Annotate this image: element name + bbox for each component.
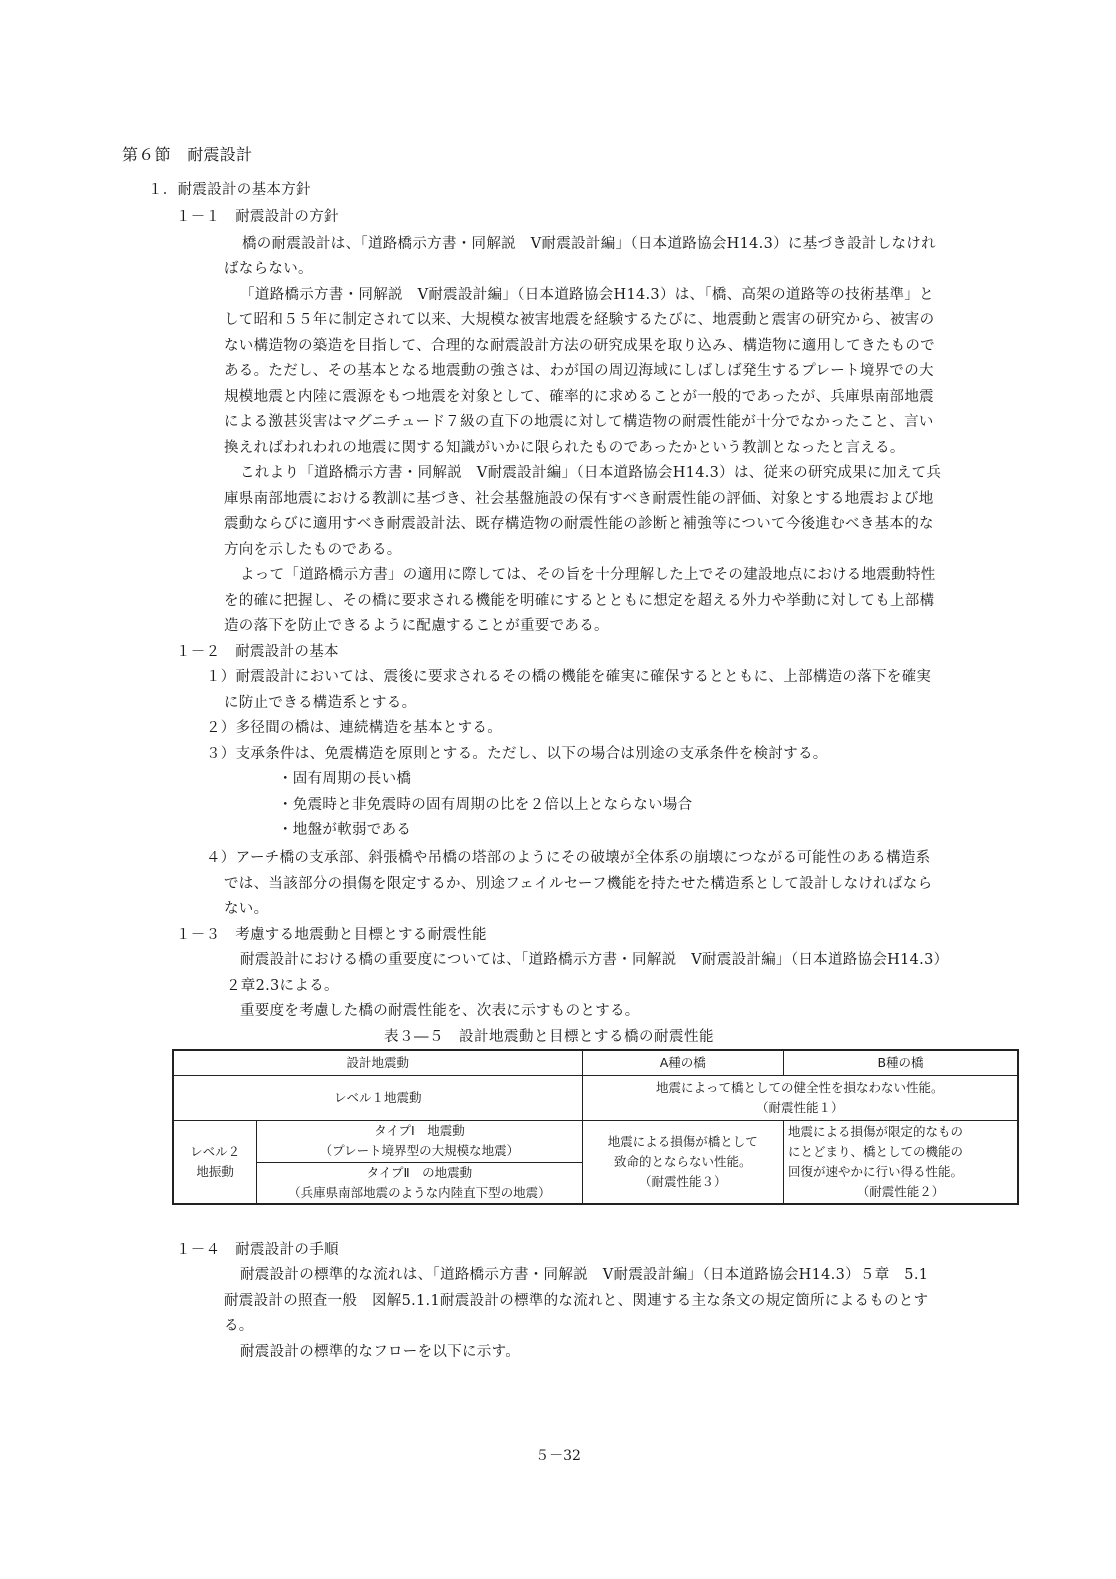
paragraph-line: 「道路橋示方書・同解説 Ⅴ耐震設計編」（日本道路協会H14.3）は、「橋、高架の道路等の技術基準」と bbox=[240, 287, 934, 303]
cell-line: 致命的とならない性能。 bbox=[614, 1153, 752, 1169]
table-cell bbox=[173, 1120, 257, 1204]
cell-line: （耐震性能２） bbox=[856, 1183, 945, 1199]
paragraph-line: 規模地震と内陸に震源をもつ地震を対象として、確率的に求めることが一般的であったが、兵庫県南部地震 bbox=[224, 389, 934, 405]
paragraph-line: 方向を示したものである。 bbox=[224, 542, 402, 558]
performance-table bbox=[172, 1049, 1019, 1205]
paragraph-line: して昭和５５年に制定されて以来、大規模な被害地震を経験するたびに、地震動と震害の研究から、被害の bbox=[224, 312, 935, 328]
list-item: ３）支承条件は、免震構造を原則とする。ただし、以下の場合は別途の支承条件を検討する。 bbox=[206, 746, 828, 762]
paragraph-line: ある。ただし、その基本となる地震動の強さは、わが国の周辺海域にしばしば発生するプレート境界での大 bbox=[224, 363, 934, 379]
paragraph-line: による激甚災害はマグニチュード７級の直下の地震に対して構造物の耐震性能が十分でなかったこと、言い bbox=[224, 414, 934, 430]
header-cell: A種の橋 bbox=[582, 1050, 784, 1075]
section-title: 第６節 耐震設計 bbox=[122, 145, 253, 164]
cell-line: （耐震性能３） bbox=[639, 1173, 727, 1189]
cell-line: 地振動 bbox=[196, 1163, 234, 1179]
paragraph-line: これより「道路橋示方書・同解説 Ⅴ耐震設計編」（日本道路協会H14.3）は、従来の研究成果に加えて兵 bbox=[240, 465, 942, 481]
table-cell bbox=[582, 1120, 784, 1204]
paragraph-line: 震動ならびに適用すべき耐震設計法、既存構造物の耐震性能の診断と補強等について今後進むべき基本的な bbox=[224, 516, 934, 532]
cell-line: レベル２ bbox=[190, 1143, 241, 1159]
paragraph-line: を的確に把握し、その橋に要求される機能を明確にするとともに想定を超える外力や挙動に対しても上部構 bbox=[224, 593, 935, 609]
paragraph-line: ２章2.3による。 bbox=[226, 978, 339, 994]
heading-1: １．耐震設計の基本方針 bbox=[148, 182, 311, 198]
page-number: ５－32 bbox=[535, 1448, 581, 1464]
table-header-row bbox=[173, 1050, 1018, 1075]
bullet-item: ・免震時と非免震時の固有周期の比を２倍以上とならない場合 bbox=[278, 797, 693, 813]
cell-line: タイプⅠ 地震動 bbox=[374, 1123, 465, 1138]
heading-1-4: １－４ 耐震設計の手順 bbox=[176, 1242, 339, 1258]
list-item: に防止できる構造系とする。 bbox=[224, 695, 417, 711]
paragraph-line: 耐震設計における橋の重要度については、「道路橋示方書・同解説 Ⅴ耐震設計編」（日本道路協会H14.3） bbox=[240, 952, 949, 968]
list-item: では、当該部分の損傷を限定するか、別途フェイルセーフ機能を持たせた構造系として設計しなければなら bbox=[224, 876, 933, 892]
cell-line: （プレート境界型の大規模な地震） bbox=[319, 1143, 520, 1158]
table-cell bbox=[257, 1120, 582, 1162]
cell-line: タイプⅡ の地震動 bbox=[366, 1164, 473, 1180]
paragraph-line: 耐震設計の標準的なフローを以下に示す。 bbox=[240, 1344, 521, 1360]
list-item: ２）多径間の橋は、連続構造を基本とする。 bbox=[206, 720, 502, 736]
table-caption: 表３―５ 設計地震動と目標とする橋の耐震性能 bbox=[384, 1029, 714, 1045]
table-cell bbox=[257, 1162, 582, 1204]
cell-line: （耐震性能１） bbox=[756, 1099, 844, 1115]
cell-line: 地震によって橋としての健全性を損なわない性能。 bbox=[656, 1079, 944, 1095]
heading-1-2: １－２ 耐震設計の基本 bbox=[176, 644, 339, 660]
paragraph-line: よって「道路橋示方書」の適用に際しては、その旨を十分理解した上でその建設地点における地震動特性 bbox=[240, 567, 936, 583]
heading-1-1: １－１ 耐震設計の方針 bbox=[176, 209, 339, 225]
paragraph-line: ない構造物の築造を目指して、合理的な耐震設計方法の研究成果を取り込み、構造物に適用してきたもので bbox=[224, 338, 935, 354]
list-item: １）耐震設計においては、震後に要求されるその橋の機能を確実に確保するとともに、上部構造の落下を確実 bbox=[206, 669, 932, 685]
table-cell bbox=[582, 1075, 1018, 1120]
cell-line: にとどまり、橋としての機能の bbox=[788, 1143, 964, 1159]
paragraph-line: 造の落下を防止できるように配慮することが重要である。 bbox=[224, 618, 609, 634]
paragraph-line: ばならない。 bbox=[224, 261, 313, 277]
table-row bbox=[173, 1075, 1018, 1120]
paragraph-line: 耐震設計の標準的な流れは、「道路橋示方書・同解説 Ⅴ耐震設計編」（日本道路協会H14.3）５章 5.1 bbox=[240, 1267, 929, 1283]
paragraph-line: 換えればわれわれの地震に関する知識がいかに限られたものであったかという教訓となったと言える。 bbox=[224, 440, 905, 456]
list-item: ４）アーチ橋の支承部、斜張橋や吊橋の塔部のようにその破壊が全体系の崩壊につながる可能性のある構造系 bbox=[206, 850, 931, 866]
paragraph-line: 重要度を考慮した橋の耐震性能を、次表に示すものとする。 bbox=[240, 1003, 640, 1019]
cell-line: 回復が速やかに行い得る性能。 bbox=[788, 1163, 964, 1179]
heading-1-3: １－３ 考慮する地震動と目標とする耐震性能 bbox=[176, 927, 487, 943]
paragraph-line: 耐震設計の照査一般 図解5.1.1耐震設計の標準的な流れと、関連する主な条文の規定箇所によるものとす bbox=[224, 1293, 929, 1309]
table-row bbox=[173, 1120, 1018, 1162]
header-cell: B種の橋 bbox=[784, 1050, 1018, 1075]
cell-line: 地震による損傷が限定的なもの bbox=[788, 1123, 964, 1139]
table-cell bbox=[784, 1120, 1018, 1204]
header-cell: 設計地震動 bbox=[173, 1050, 582, 1075]
paragraph-line: る。 bbox=[224, 1318, 254, 1334]
bullet-item: ・固有周期の長い橋 bbox=[278, 771, 412, 787]
cell-line: 地震による損傷が橋として bbox=[607, 1133, 758, 1149]
bullet-item: ・地盤が軟弱である bbox=[278, 822, 412, 838]
cell-line: （兵庫県南部地震のような内陸直下型の地震） bbox=[288, 1184, 551, 1200]
list-item: ない。 bbox=[224, 901, 269, 917]
paragraph-line: 庫県南部地震における教訓に基づき、社会基盤施設の保有すべき耐震性能の評価、対象とする地震および地 bbox=[224, 491, 934, 507]
paragraph-line: 橋の耐震設計は、「道路橋示方書・同解説 Ⅴ耐震設計編」（日本道路協会H14.3）に基づき設計しなけれ bbox=[242, 236, 936, 252]
table-cell: レベル１地震動 bbox=[173, 1075, 582, 1120]
